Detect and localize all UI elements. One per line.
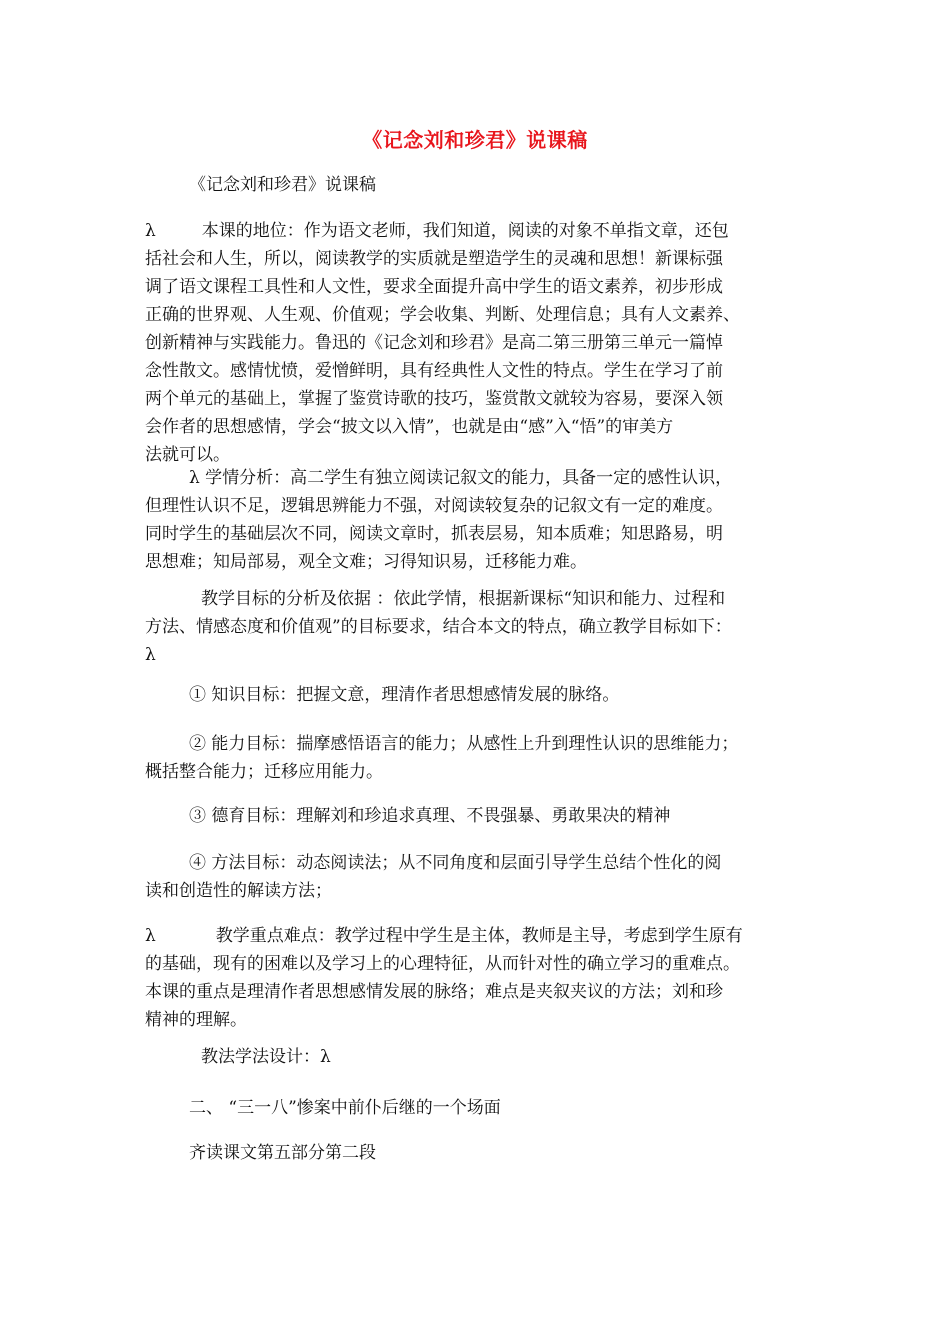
paragraph-learner-analysis bbox=[145, 464, 815, 576]
paragraph-read-aloud bbox=[145, 1139, 815, 1167]
paragraph-line: 思想难；知局部易，观全文难；习得知识易，迁移能力难。 bbox=[145, 552, 587, 572]
goal-method bbox=[145, 849, 815, 905]
paragraph-method-design bbox=[145, 1043, 815, 1071]
subtitle-paragraph bbox=[145, 171, 815, 199]
paragraph-text: 二、 “三一八”惨案中前仆后继的一个场面 bbox=[189, 1098, 501, 1118]
lambda-bullet: λ bbox=[145, 645, 156, 665]
document-title: 《记念刘和珍君》说课稿 bbox=[362, 128, 588, 152]
paragraph-line: 调了语文课程工具性和人文性，要求全面提升高中学生的语文素养，初步形成 bbox=[145, 277, 723, 297]
goal-text: ① 知识目标：把握文意，理清作者思想感情发展的脉络。 bbox=[189, 685, 620, 705]
paragraph-line: 方法、情感态度和价值观”的目标要求，结合本文的特点，确立教学目标如下： bbox=[145, 617, 732, 637]
paragraph-line: 念性散文。感情忧愤，爱憎鲜明，具有经典性人文性的特点。学生在学习了前 bbox=[145, 361, 723, 381]
paragraph-text: 教学重点难点：教学过程中学生是主体，教师是主导，考虑到学生原有 bbox=[215, 926, 743, 946]
paragraph-text: 本课的地位：作为语文老师，我们知道，阅读的对象不单指文章，还包 bbox=[201, 221, 729, 241]
paragraph-course-position bbox=[145, 217, 815, 469]
goal-knowledge bbox=[145, 681, 815, 709]
goal-text: 概括整合能力；迁移应用能力。 bbox=[145, 762, 383, 782]
paragraph-line: 本课的重点是理清作者思想感情发展的脉络；难点是夹叙夹议的方法；刘和珍 bbox=[145, 982, 723, 1002]
subtitle-text: 《记念刘和珍君》说课稿 bbox=[189, 175, 376, 195]
goal-text: ③ 德育目标：理解刘和珍追求真理、不畏强暴、勇敢果决的精神 bbox=[189, 806, 671, 826]
paragraph-line: 括社会和人生，所以，阅读教学的实质就是塑造学生的灵魂和思想！新课标强 bbox=[145, 249, 723, 269]
lambda-bullet: λ bbox=[145, 926, 156, 946]
paragraph-key-difficulties bbox=[145, 922, 815, 1034]
paragraph-line: 法就可以。 bbox=[145, 445, 230, 465]
paragraph-line: 正确的世界观、人生观、价值观；学会收集、判断、处理信息；具有人文素养、 bbox=[145, 305, 740, 325]
paragraph-section-two bbox=[145, 1094, 815, 1122]
goal-text: 读和创造性的解读方法； bbox=[145, 881, 332, 901]
paragraph-text: 教法学法设计：λ bbox=[201, 1047, 331, 1067]
paragraph-line: 会作者的思想感情，学会“披文以入情”，也就是由“感”入“悟”的审美方 bbox=[145, 417, 674, 437]
paragraph-line: 创新精神与实践能力。鲁迅的《记念刘和珍君》是高二第三册第三单元一篇悼 bbox=[145, 333, 723, 353]
paragraph-line: 教学目标的分析及依据 ：依此学情，根据新课标“知识和能力、过程和 bbox=[201, 589, 726, 609]
paragraph-line: 的基础，现有的困难以及学习上的心理特征，从而针对性的确立学习的重难点。 bbox=[145, 954, 740, 974]
paragraph-line: 但理性认识不足，逻辑思辨能力不强，对阅读较复杂的记叙文有一定的难度。 bbox=[145, 496, 723, 516]
goal-text: ② 能力目标：揣摩感悟语言的能力；从感性上升到理性认识的思维能力； bbox=[189, 734, 739, 754]
paragraph-line: λ 学情分析：高二学生有独立阅读记叙文的能力，具备一定的感性认识， bbox=[189, 468, 733, 488]
goal-moral bbox=[145, 802, 815, 830]
paragraph-text: 齐读课文第五部分第二段 bbox=[189, 1143, 376, 1163]
goal-ability bbox=[145, 730, 815, 786]
paragraph-line: 两个单元的基础上，掌握了鉴赏诗歌的技巧，鉴赏散文就较为容易，要深入领 bbox=[145, 389, 723, 409]
paragraph-line: 精神的理解。 bbox=[145, 1010, 247, 1030]
goal-text: ④ 方法目标：动态阅读法；从不同角度和层面引导学生总结个性化的阅 bbox=[189, 853, 722, 873]
paragraph-line: 同时学生的基础层次不同，阅读文章时，抓表层易，知本质难；知思路易，明 bbox=[145, 524, 723, 544]
paragraph-line bbox=[145, 217, 815, 245]
paragraph-line bbox=[145, 922, 815, 950]
paragraph-teaching-goals bbox=[145, 585, 815, 669]
lambda-bullet: λ bbox=[145, 221, 156, 241]
